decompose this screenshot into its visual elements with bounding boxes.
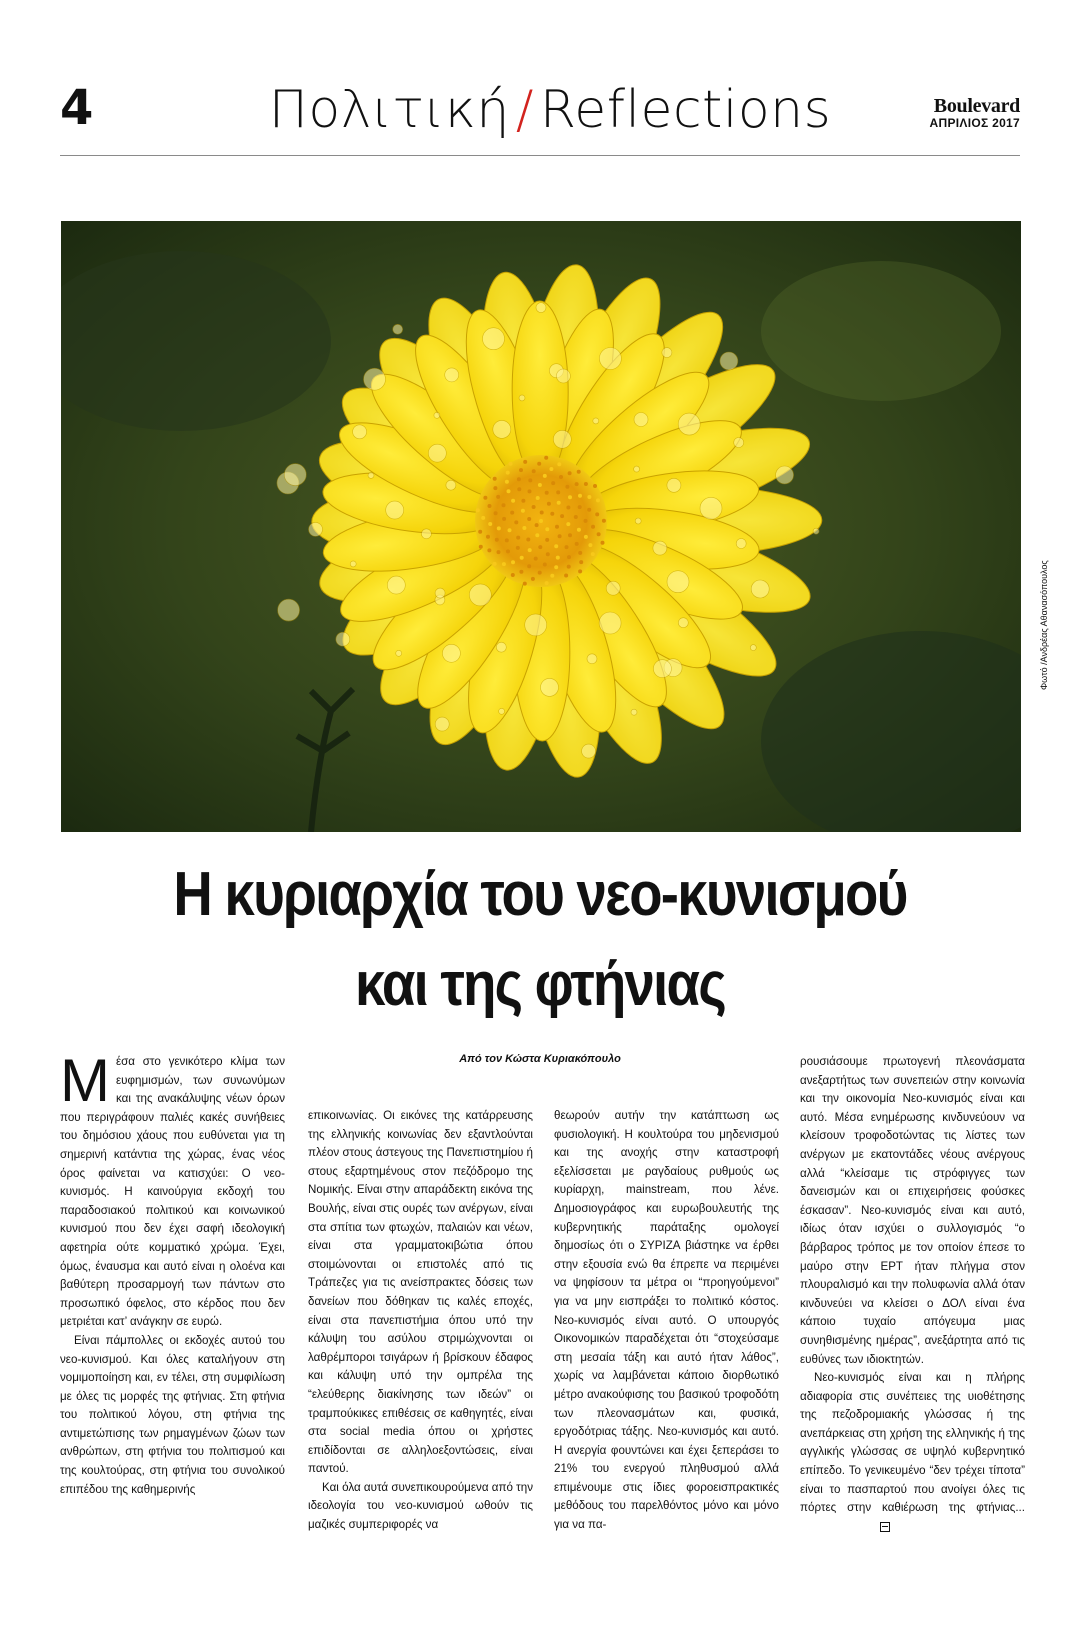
floret-dot — [535, 523, 539, 527]
floret-dot — [511, 573, 515, 577]
floret-dot — [478, 530, 482, 534]
paragraph — [60, 1047, 285, 1332]
floret-dot — [483, 496, 487, 500]
water-drop — [599, 612, 621, 634]
floret-dot — [521, 509, 525, 513]
floret-dot — [557, 501, 561, 505]
floret-dot — [506, 549, 510, 553]
floret-dot — [543, 474, 547, 478]
floret-dot — [591, 552, 595, 556]
floret-dot — [528, 478, 532, 482]
floret-dot — [565, 545, 569, 549]
floret-dot — [493, 477, 497, 481]
water-drop — [678, 618, 688, 628]
floret-dot — [528, 548, 532, 552]
water-drop — [606, 581, 620, 595]
floret-dot — [506, 471, 510, 475]
floret-dot — [521, 499, 525, 503]
water-drop — [750, 645, 756, 651]
water-drop — [519, 395, 525, 401]
floret-dot — [538, 571, 542, 575]
floret-dot — [527, 517, 531, 521]
water-drop — [653, 541, 667, 555]
water-drop — [525, 614, 547, 636]
floret-dot — [527, 564, 531, 568]
floret-dot — [557, 462, 561, 466]
water-drop — [393, 324, 403, 334]
water-drop — [442, 644, 460, 662]
floret-dot — [579, 560, 583, 564]
floret-dot — [555, 525, 559, 529]
floret-dot — [540, 511, 544, 515]
page-header — [60, 78, 1020, 158]
article-photo — [61, 221, 1021, 832]
water-drop — [396, 650, 402, 656]
floret-dot — [488, 522, 492, 526]
floret-dot — [588, 543, 592, 547]
floret-dot — [554, 544, 558, 548]
text-column-1 — [60, 1047, 285, 1499]
issue-date: ΑΠΡΙΛΙΟΣ 2017 — [929, 116, 1020, 130]
floret-dot — [578, 551, 582, 555]
floret-dot — [502, 562, 506, 566]
floret-dot — [538, 483, 542, 487]
paragraph: θεωρούν αυτήν την κατάπτωση ως φυσιολογική. Η κουλτούρα του μηδενισμού και της ανοχής στην καταστροφή εξελίσσεται με ραγδαίους ρυθμούς ως κυρίαρχη, mainstream, που λένε. Δημοσιογράφος και ευρωβουλευτής της κυβερνητικής παράταξης ομολογεί δημοσίως ότι ο ΣΥΡΙΖΑ βιάστηκε να έρθει στην εξουσία ενώ θα έπρεπε να περιμένει να ψηφίσουν τα μέτρα οι “προηγούμενοι” για να μην εισπράξει το πολιτικό κόστος. Νεο-κυνισμός είναι αυτό. Ο υπουργός Οικονομικών παραδέχεται ότι “στοχεύσαμε στη μεσαία τάξη και αυτό ήταν λάθος”, χωρίς να λαμβάνεται κάποιο διορθωτικό μέτρο ανακούφισης του βασικού τροφοδότη των πλεονασμάτων και, φυσικά, εργοδότριας τάξης. Νεο-κυνισμός και αυτό. Η ανεργία φουντώνει και έχει ξεπεράσει το 21% του ενεργού πληθυσμού αλλά επιμένουμε στις ίδιες φοροεισπρακτικές μεθόδους του παρελθόντος μόνο και μόνο για να πα- — [554, 1109, 779, 1532]
water-drop — [428, 444, 446, 462]
floret-dot — [476, 508, 480, 512]
floret-dot — [505, 480, 509, 484]
water-drop — [350, 561, 356, 567]
floret-dot — [596, 498, 600, 502]
water-drop — [751, 580, 769, 598]
floret-dot — [602, 519, 606, 523]
paragraph — [800, 1369, 1025, 1536]
water-drop — [434, 412, 440, 418]
water-drop — [582, 744, 596, 758]
water-drop — [720, 352, 738, 370]
water-drop — [386, 501, 404, 519]
paragraph-text: έσα στο γενικότερο κλίμα των ευφημισμών, των συνωνύμων και της ανακάλυψης νέων όρων που περιγράφουν παλιές κακές συνήθειες του δημόσιου χάους που ευθύνεται για τη σημερινή κατάντια της χώρας, ένας νέος όρος φαίνεται να κατισχύει: Ο νεο-κυνισμός. Η καινούργια εκδοχή του παραδοσιακού πολιτικού και κοινωνικού κυνισμού που δεν έχει σαφή ιδεολογική αφετηρία ούτε κομματικό χρώμα. Έχει, όμως, έναυσμα και αυτό είναι η ολοένα και βαθύτερη προσαρμογή των πάντων στο προσωπικό όφελος, στο κέρδος που δεν μετριέται κατ’ ανάγκην σε ευρώ. — [60, 1055, 285, 1329]
floret-dot — [486, 535, 490, 539]
yellow-daisy-photo — [61, 221, 1021, 832]
water-drop — [483, 328, 505, 350]
floret-dot — [595, 512, 599, 516]
floret-dot — [545, 581, 549, 585]
floret-dot — [517, 477, 521, 481]
floret-dot — [520, 556, 524, 560]
floret-dot — [568, 495, 572, 499]
water-drop — [278, 599, 300, 621]
water-drop — [541, 678, 559, 696]
floret-dot — [545, 538, 549, 542]
drop-cap: Μ — [60, 1047, 110, 1114]
floret-dot — [578, 505, 582, 509]
water-drop — [421, 529, 431, 539]
floret-dot — [511, 560, 515, 564]
headline-line-2: και της φτήνιας — [355, 950, 725, 1019]
water-drop — [667, 571, 689, 593]
water-drop — [353, 425, 367, 439]
water-drop — [446, 480, 456, 490]
water-drop — [634, 413, 648, 427]
water-drop — [284, 464, 306, 486]
floret-dot — [577, 528, 581, 532]
floret-dot — [514, 520, 518, 524]
floret-dot — [597, 532, 601, 536]
floret-dot — [523, 582, 527, 586]
water-drop — [435, 717, 449, 731]
floret-dot — [558, 534, 562, 538]
floret-dot — [574, 515, 578, 519]
floret-dot — [567, 555, 571, 559]
floret-dot — [510, 511, 514, 515]
floret-dot — [508, 528, 512, 532]
floret-dot — [560, 514, 564, 518]
floret-dot — [568, 533, 572, 537]
water-drop — [678, 413, 700, 435]
article-headline — [118, 850, 963, 1030]
floret-dot — [584, 482, 588, 486]
floret-dot — [544, 456, 548, 460]
floret-dot — [593, 484, 597, 488]
floret-dot — [517, 487, 521, 491]
floret-dot — [601, 541, 605, 545]
masthead — [930, 96, 1020, 130]
water-drop — [667, 478, 681, 492]
water-drop — [553, 430, 571, 448]
floret-dot — [523, 460, 527, 464]
page-number: 4 — [60, 80, 94, 136]
floret-dot — [545, 491, 549, 495]
floret-dot — [532, 505, 536, 509]
water-drop — [469, 584, 491, 606]
water-drop — [736, 539, 746, 549]
floret-dot — [496, 495, 500, 499]
floret-dot — [566, 506, 570, 510]
floret-dot — [539, 519, 543, 523]
floret-dot — [487, 548, 491, 552]
floret-dot — [587, 508, 591, 512]
water-drop — [776, 466, 794, 484]
water-drop — [631, 709, 637, 715]
floret-dot — [534, 557, 538, 561]
paragraph: ρουσιάσουμε πρωτογενή πλεονάσματα ανεξαρτήτως των συνεπειών στην κοινωνία και την οικονομία Νεο-κυνισμός είναι και αυτό. Μέσα ενημέρωσης κινδυνεύουν να κλείσουν τροφοδοτώντας τις λίστες των ανέργων με εκατοντάδες νέους ανέργους αλλά “κλείσαμε τις στρόφιγγες των δανεισμών και οι επιχειρήσεις φούσκες έσκασαν”. Νεο-κυνισμός είναι και αυτό, ιδίως όταν ισχύει ο συλλογισμός “ο βάρβαρος τρόπος με τον οποίον έπεσε το μαύρο στην ΕΡΤ ήταν πλήγμα στον πλουραλισμό και την πολυφωνία αλλά όταν κινδυνεύει να κλείσει ο ΔΟΛ είναι ένα κάποιο τυχαίο απόγευμα μιας συνηθισμένης ημέρας”, ανεξάρτητα από τις ευθύνες των ιδιοκτητών. — [800, 1055, 1025, 1366]
water-drop — [309, 522, 323, 536]
water-drop — [662, 348, 672, 358]
floret-dot — [526, 538, 530, 542]
floret-dot — [519, 570, 523, 574]
water-drop — [364, 368, 386, 390]
floret-dot — [564, 574, 568, 578]
floret-dot — [587, 495, 591, 499]
section-title — [250, 78, 850, 142]
water-drop — [634, 466, 640, 472]
floret-dot — [511, 499, 515, 503]
floret-dot — [537, 462, 541, 466]
floret-dot — [578, 569, 582, 573]
masthead-brand: Boulevard — [933, 95, 1020, 117]
floret-dot — [545, 527, 549, 531]
water-drop — [587, 654, 597, 664]
floret-dot — [497, 526, 501, 530]
floret-dot — [551, 481, 555, 485]
paragraph: Και όλα αυτά συνεπικουρούμενα από την ιδεολογία του νεο-κυνισμού ωθούν τις μαζικές συμπεριφορές να — [308, 1480, 533, 1532]
water-drop — [445, 368, 459, 382]
water-drop — [593, 418, 599, 424]
paragraph: Είναι πάμπολλες οι εκδοχές αυτού του νεο-κυνισμού. Και όλες καταλήγουν στη νομιμοποίηση και, εν τέλει, στη συμφιλίωση με όλες τις μορφές της φτήνιας. Στη φτήνια του πολιτικού λόγου, στη φτήνια της αντιμετώπισης των ρημαγμένων ζώων των ανθρώπων, στη φτήνια του πολιτισμού και της κουλτούρας, στη φτήνια του συνολικού επιπέδου της καθημερινής — [60, 1333, 285, 1496]
water-drop — [536, 303, 546, 313]
water-drop — [734, 438, 744, 448]
section-slash: / — [515, 80, 534, 140]
floret-dot — [522, 526, 526, 530]
floret-dot — [509, 462, 513, 466]
floret-dot — [502, 517, 506, 521]
photo-credit: Φωτό /Ανδρέας Αθανασόπουλος — [1039, 560, 1049, 690]
floret-dot — [493, 486, 497, 490]
floret-dot — [505, 538, 509, 542]
floret-dot — [528, 489, 532, 493]
water-drop — [336, 632, 350, 646]
water-drop — [653, 660, 671, 678]
water-drop — [387, 576, 405, 594]
floret-dot — [531, 577, 535, 581]
paragraph-text: Νεο-κυνισμός είναι και η πλήρης αδιαφορία στις συνέπειες της υιοθέτησης της πεζοδρομιακής γλώσσας ή της ανεπάρκειας στη χρήση της ελληνικής ή της αγγλικής γλώσσας σε υψηλό κυβερνητικό επίπεδο. Το γενικευμένο “δεν τρέχει τίποτα” είναι το πασπαρτού που ανοίγει όλες τις πόρτες στην καθιέρωση της φτήνιας... — [800, 1371, 1025, 1515]
floret-dot — [519, 468, 523, 472]
header-divider — [60, 155, 1020, 156]
floret-dot — [554, 565, 558, 569]
text-column-3 — [554, 1107, 779, 1535]
floret-dot — [584, 519, 588, 523]
end-of-article-icon — [880, 1522, 890, 1532]
floret-dot — [502, 503, 506, 507]
water-drop — [493, 420, 511, 438]
water-drop — [635, 518, 641, 524]
text-column-4 — [800, 1053, 1025, 1536]
paragraph: επικοινωνίας. Οι εικόνες της κατάρρευσης της ελληνικής κοινωνίας δεν εξαντλούνται πλέον στους άστεγους της Πανεπιστημίου ή στους εξαρτημένους στον πεζόδρομο της Νομικής. Είναι στην απαράδεκτη εικόνα της Βουλής, είναι στις ουρές των ανέργων, είναι στα σπίτια των φτωχών, παλαιών και νέων, είναι στα γραμματοκιβώτια όπου στοιμώνονται οι επιστολές από τις Τράπεζες για τις ανείσπρακτες δόσεις των δανείων που δόθηκαν τις καλές εποχές, είναι στα πανεπιστήμια όπου υπό την κάλυψη του ασύλου στριμώχνονται οι λαθρέμποροι τσιγάρων ή βρίσκουν έδαφος και κάλυψη υπό την ομπρέλα της “ελεύθερης διακίνησης των ιδεών” οι τραμπούκικες επιθέσεις σε καθηγητές, είναι στα social media όπου οι χρήστες επιδίδονται σε αλληλοεξοντώσεις, είναι παντού. — [308, 1109, 533, 1476]
floret-dot — [547, 502, 551, 506]
floret-dot — [535, 533, 539, 537]
floret-dot — [550, 574, 554, 578]
floret-dot — [493, 562, 497, 566]
floret-dot — [568, 471, 572, 475]
floret-dot — [546, 552, 550, 556]
floret-dot — [488, 504, 492, 508]
floret-dot — [538, 545, 542, 549]
section-title-english: Reflections — [539, 80, 832, 140]
floret-dot — [575, 482, 579, 486]
byline: Από τον Κώστα Κυριακόπουλο — [459, 1053, 621, 1065]
floret-dot — [516, 546, 520, 550]
water-drop — [368, 472, 374, 478]
floret-dot — [481, 516, 485, 520]
floret-dot — [550, 512, 554, 516]
floret-dot — [575, 542, 579, 546]
water-drop — [813, 528, 819, 534]
floret-dot — [543, 563, 547, 567]
water-drop — [556, 369, 570, 383]
floret-dot — [549, 467, 553, 471]
water-drop — [499, 708, 505, 714]
text-column-2 — [308, 1107, 533, 1535]
water-drop — [599, 348, 621, 370]
headline-line-1: Η κυριαρχία του νεο-κυνισμού — [173, 860, 907, 929]
floret-dot — [577, 470, 581, 474]
petal — [512, 301, 569, 481]
water-drop — [496, 642, 506, 652]
floret-dot — [495, 538, 499, 542]
floret-dot — [578, 494, 582, 498]
floret-dot — [532, 469, 536, 473]
floret-dot — [591, 525, 595, 529]
water-drop — [700, 497, 722, 519]
floret-dot — [536, 496, 540, 500]
floret-dot — [566, 522, 570, 526]
floret-dot — [494, 511, 498, 515]
floret-dot — [556, 556, 560, 560]
floret-dot — [556, 490, 560, 494]
floret-dot — [584, 535, 588, 539]
floret-dot — [497, 550, 501, 554]
water-drop — [435, 588, 445, 598]
floret-dot — [516, 536, 520, 540]
floret-dot — [565, 485, 569, 489]
floret-dot — [559, 475, 563, 479]
floret-dot — [567, 565, 571, 569]
floret-dot — [507, 489, 511, 493]
floret-dot — [479, 545, 483, 549]
section-title-greek: Πολιτική — [268, 80, 510, 140]
